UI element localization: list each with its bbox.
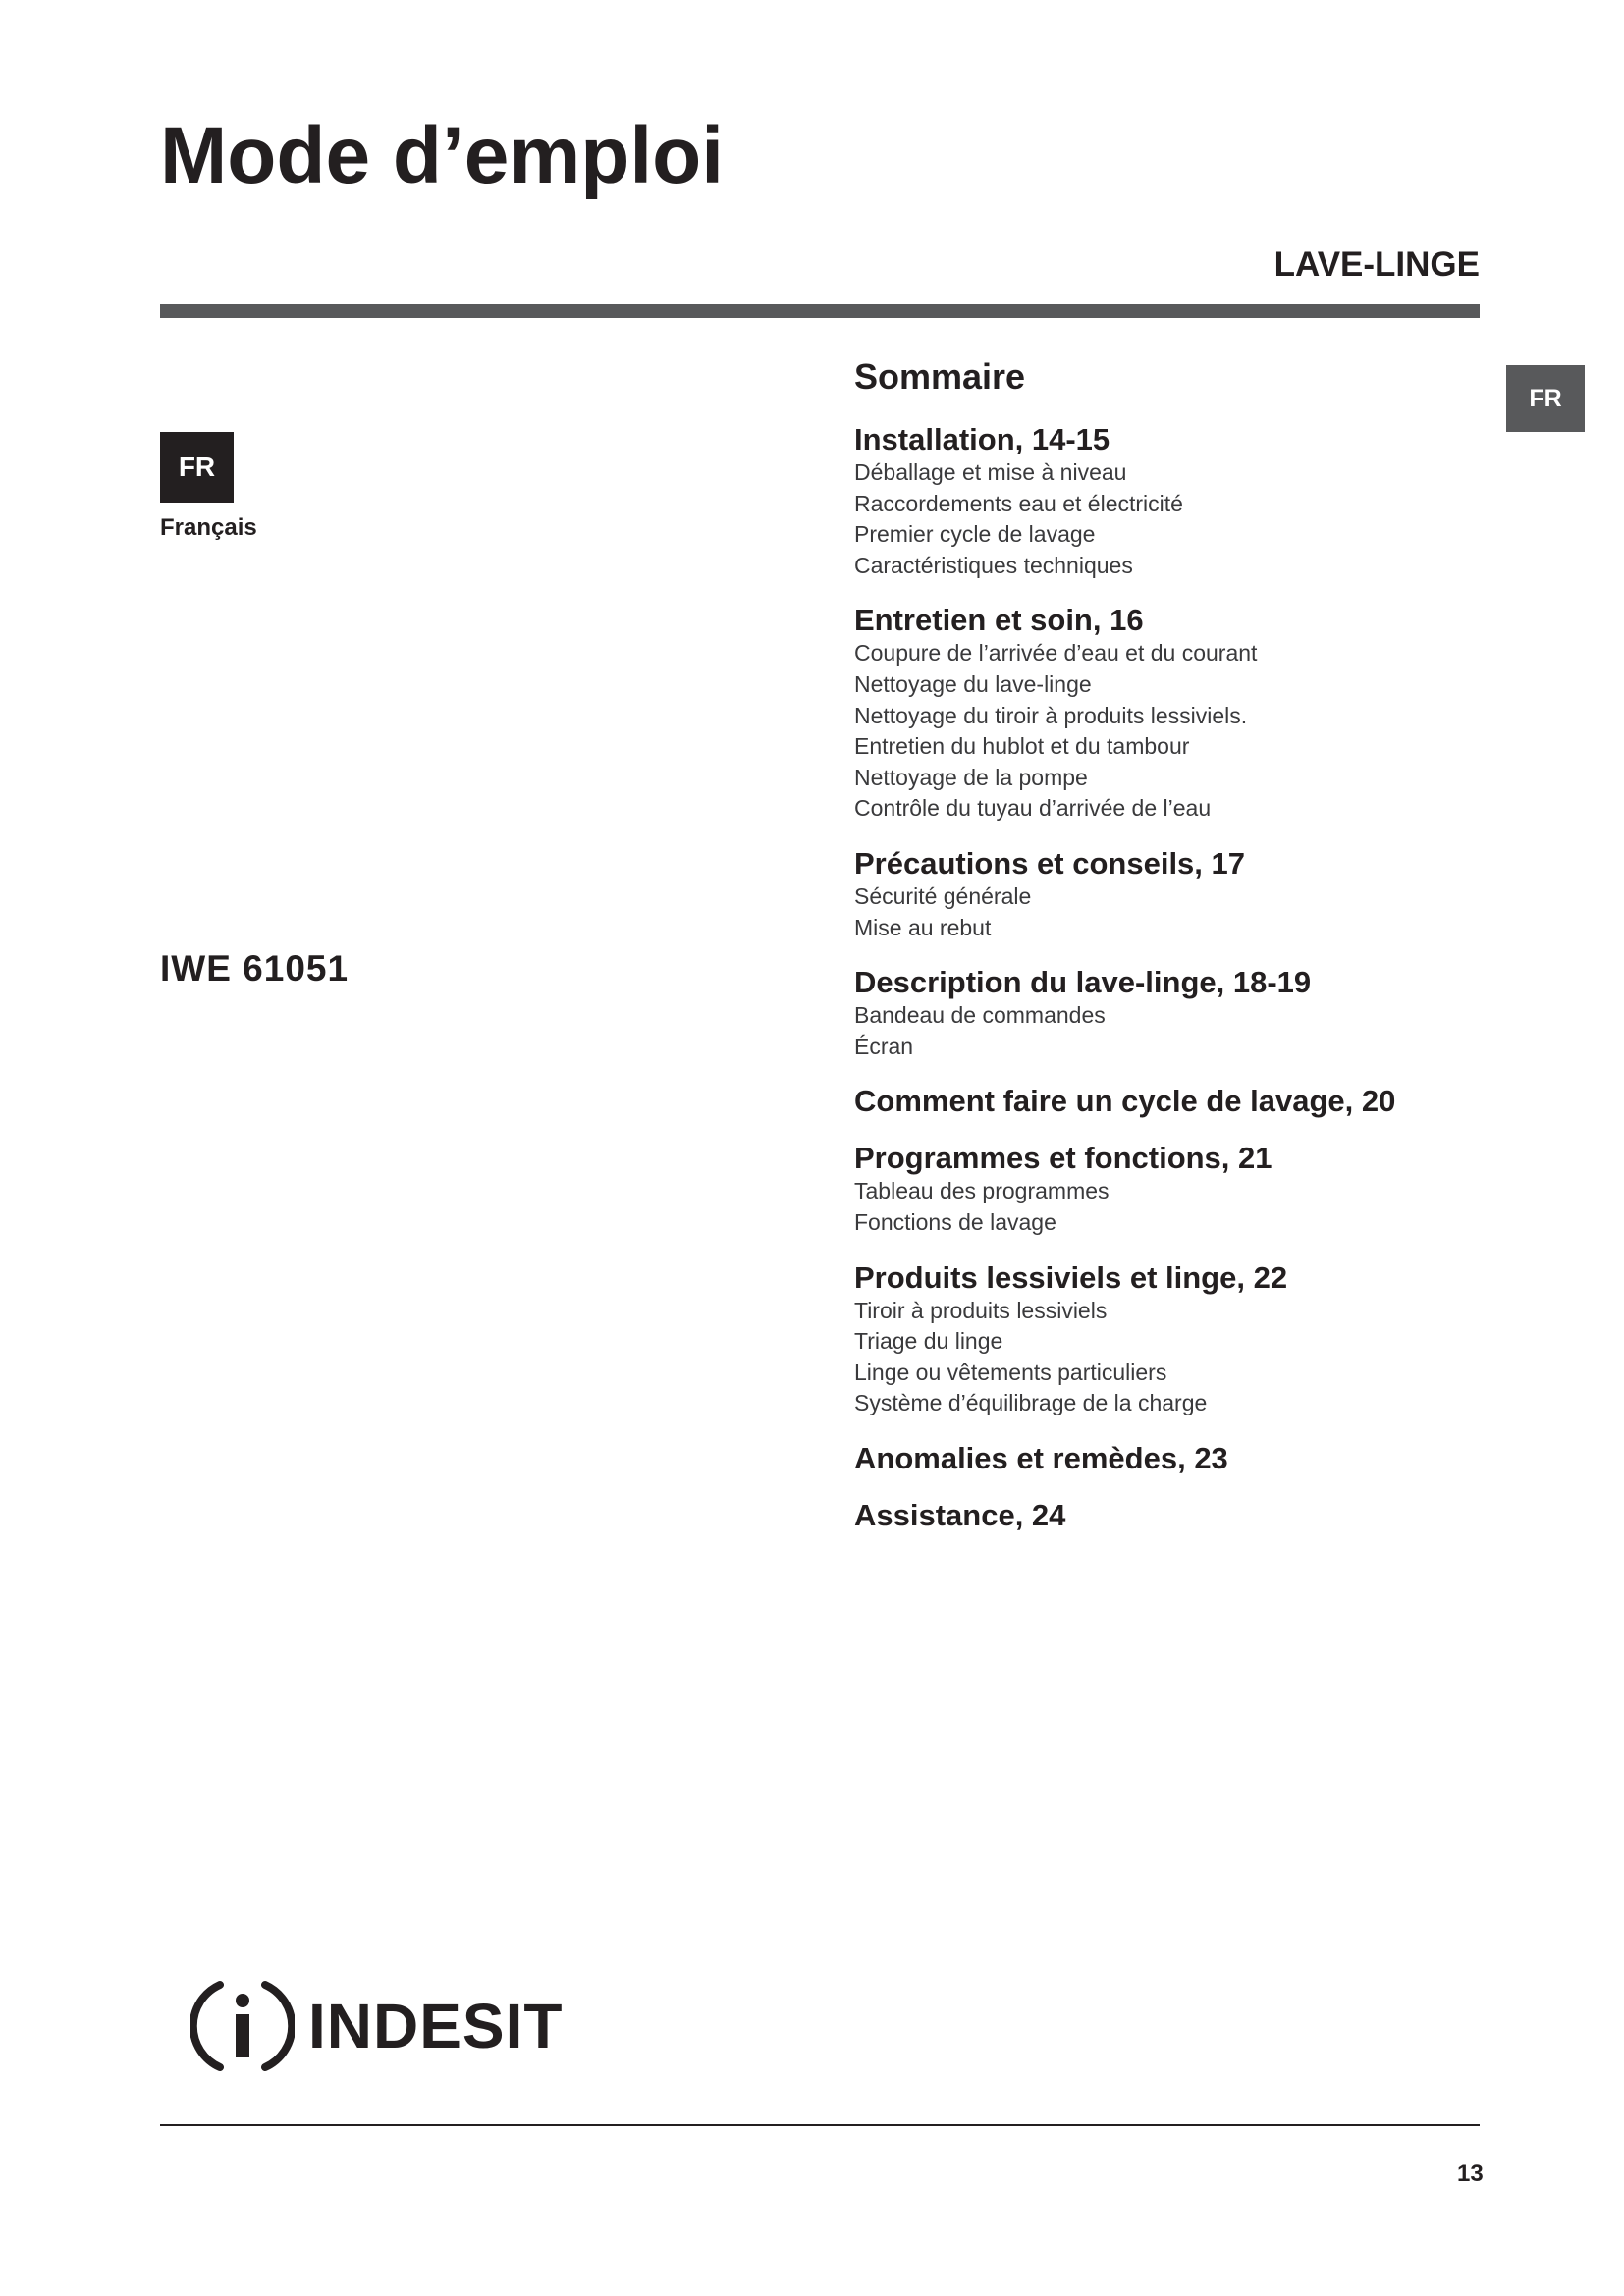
toc-item: Nettoyage du lave-linge bbox=[854, 670, 1092, 697]
toc-section bbox=[854, 1498, 1483, 1533]
toc-section-title: Installation, 14-15 bbox=[854, 422, 1110, 456]
toc-item: Entretien du hublot et du tambour bbox=[854, 733, 1190, 760]
brand-wordmark: INDESIT bbox=[308, 1991, 564, 2061]
toc-item: Premier cycle de lavage bbox=[854, 521, 1096, 548]
toc-section bbox=[854, 1260, 1483, 1419]
toc-item: Contrôle du tuyau d’arrivée de l’eau bbox=[854, 795, 1212, 822]
indesit-logo-icon bbox=[190, 1977, 295, 2075]
toc-item: Mise au rebut bbox=[854, 914, 992, 940]
document-subtitle: LAVE-LINGE bbox=[1273, 245, 1480, 284]
toc-heading: Sommaire bbox=[854, 356, 1026, 397]
toc-item: Fonctions de lavage bbox=[854, 1208, 1056, 1235]
toc-section-title: Description du lave-linge, 18-19 bbox=[854, 965, 1312, 1000]
toc-item: Triage du linge bbox=[854, 1328, 1003, 1355]
toc-item: Coupure de l’arrivée d’eau et du courant bbox=[854, 640, 1258, 667]
toc-item: Linge ou vêtements particuliers bbox=[854, 1359, 1167, 1385]
toc-item: Tableau des programmes bbox=[854, 1178, 1110, 1204]
toc-section bbox=[854, 846, 1483, 943]
toc-section-title: Comment faire un cycle de lavage, 20 bbox=[854, 1084, 1396, 1119]
indesit-logo bbox=[190, 1977, 563, 2075]
toc-item: Nettoyage de la pompe bbox=[854, 764, 1088, 790]
toc-section bbox=[854, 1441, 1483, 1476]
toc-item: Tiroir à produits lessiviels bbox=[854, 1297, 1108, 1323]
language-badge: FR bbox=[160, 432, 234, 503]
toc-section-title: Entretien et soin, 16 bbox=[854, 603, 1144, 638]
footer-divider bbox=[160, 2124, 1480, 2126]
toc-item: Raccordements eau et électricité bbox=[854, 490, 1183, 516]
toc-item: Déballage et mise à niveau bbox=[854, 459, 1127, 485]
toc-section bbox=[854, 422, 1483, 581]
toc-section-title: Assistance, 24 bbox=[854, 1497, 1066, 1532]
toc-section bbox=[854, 965, 1483, 1062]
toc-item: Système d’équilibrage de la charge bbox=[854, 1390, 1208, 1416]
toc-section bbox=[854, 1084, 1483, 1119]
toc-item: Écran bbox=[854, 1033, 914, 1059]
toc-item: Caractéristiques techniques bbox=[854, 552, 1133, 578]
page-title: Mode d’emploi bbox=[160, 111, 724, 200]
toc-sections bbox=[854, 422, 1483, 1533]
header-divider bbox=[160, 304, 1480, 318]
model-number: IWE 61051 bbox=[160, 948, 350, 988]
toc-section bbox=[854, 1141, 1483, 1238]
toc-item: Sécurité générale bbox=[854, 882, 1032, 909]
toc-item: Nettoyage du tiroir à produits lessiviels. bbox=[854, 702, 1248, 728]
language-name: Français bbox=[160, 514, 257, 541]
toc-section-title: Précautions et conseils, 17 bbox=[854, 845, 1246, 881]
language-side-tab: FR bbox=[1506, 365, 1585, 432]
toc-section-title: Anomalies et remèdes, 23 bbox=[854, 1440, 1228, 1475]
toc-section bbox=[854, 603, 1483, 825]
toc-item: Bandeau de commandes bbox=[854, 1002, 1106, 1029]
table-of-contents bbox=[854, 356, 1483, 1555]
page-number: 13 bbox=[1457, 2161, 1484, 2187]
toc-section-title: Produits lessiviels et linge, 22 bbox=[854, 1259, 1288, 1295]
toc-section-title: Programmes et fonctions, 21 bbox=[854, 1141, 1272, 1176]
